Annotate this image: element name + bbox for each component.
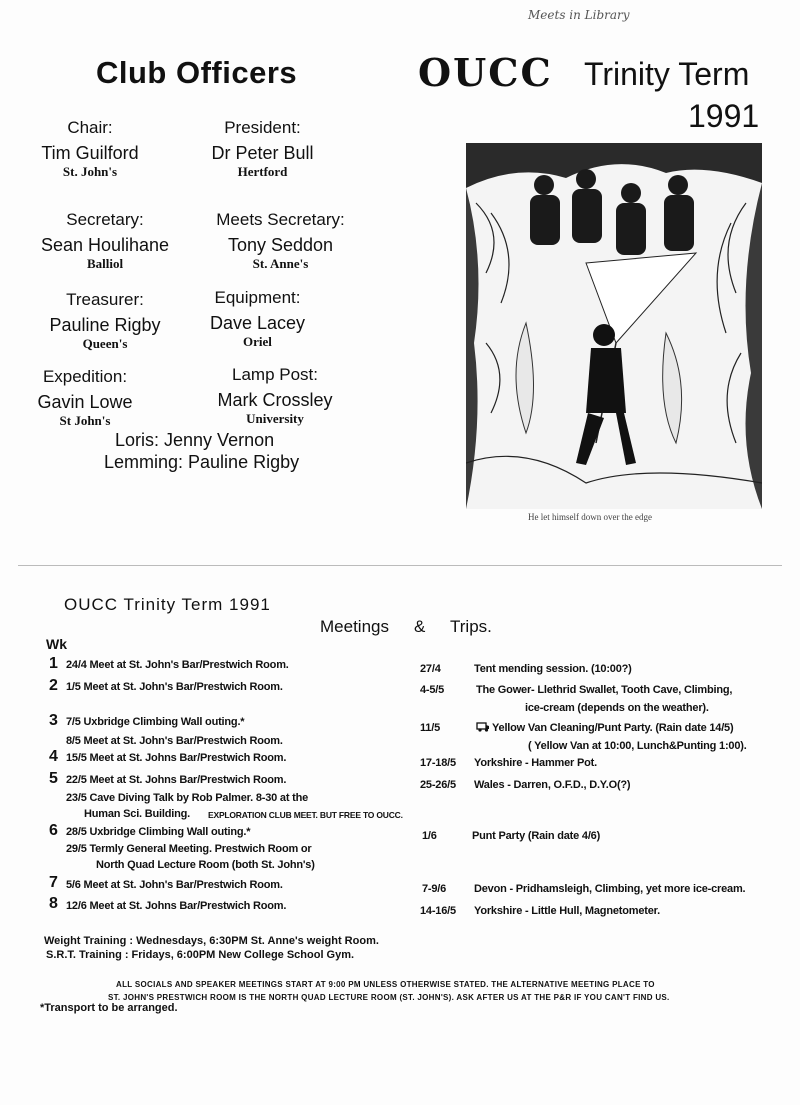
club-officers-title: Club Officers — [96, 55, 298, 90]
officer-college: University — [246, 411, 304, 426]
week-number: 6 — [49, 822, 58, 839]
officer-name: Dave Lacey — [209, 313, 306, 333]
trip-date: 25-26/5 — [420, 779, 456, 791]
van-icon — [476, 721, 490, 732]
officer-name: Pauline Rigby — [49, 315, 161, 335]
meeting-row: 1/5 Meet at St. John's Bar/Prestwich Room. — [66, 681, 283, 693]
term-title: Trinity Term — [584, 56, 750, 92]
officer-name: Gavin Lowe — [37, 392, 133, 412]
week-number: 8 — [49, 895, 58, 912]
week-number: 2 — [49, 677, 58, 694]
meeting-row: North Quad Lecture Room (both St. John's) — [96, 859, 315, 871]
trip-text: Punt Party (Rain date 4/6) — [472, 830, 601, 842]
role-label: Lamp Post: — [232, 365, 318, 384]
officer-treasurer — [30, 290, 180, 352]
role-label: Secretary: — [66, 210, 144, 229]
officer-college: Queen's — [82, 336, 128, 351]
week-number: 4 — [49, 748, 58, 765]
officer-college: St. John's — [62, 164, 118, 179]
notice-line: ST. JOHN'S PRESTWICH ROOM IS THE NORTH QUAD LECTURE ROOM (ST. JOHN'S). ASK AFTER US AT THE P&R IF YOU CAN'T FIND US. — [108, 993, 670, 1002]
week-number: 1 — [49, 655, 58, 672]
meeting-row: 15/5 Meet at St. Johns Bar/Prestwich Room. — [66, 752, 287, 764]
officer-president — [195, 118, 330, 180]
illustration-caption: He let himself down over the edge — [528, 512, 652, 522]
meeting-row: 22/5 Meet at St. Johns Bar/Prestwich Room. — [66, 774, 287, 786]
role-label: Expedition: — [42, 367, 128, 386]
weight-training: Weight Training : Wednesdays, 6:30PM St. Anne's weight Room. — [44, 935, 379, 947]
meeting-row: 23/5 Cave Diving Talk by Rob Palmer. 8-30 at the — [66, 792, 309, 804]
trip-text: Yellow Van Cleaning/Punt Party. (Rain date 14/5) — [492, 722, 734, 734]
meeting-row: 7/5 Uxbridge Climbing Wall outing.* — [66, 716, 245, 728]
meeting-row: 24/4 Meet at St. John's Bar/Prestwich Room. — [66, 659, 289, 671]
trip-text: The Gower- Llethrid Swallet, Tooth Cave, Climbing, — [476, 684, 733, 696]
srt-training: S.R.T. Training : Fridays, 6:00PM New College School Gym. — [46, 949, 355, 961]
trip-date: 17-18/5 — [420, 757, 456, 769]
term-year: 1991 — [688, 98, 760, 134]
officer-meets-secretary — [198, 210, 363, 272]
meeting-row: 8/5 Meet at St. John's Bar/Prestwich Room. — [66, 735, 283, 747]
trip-text: Tent mending session. (10:00?) — [474, 663, 632, 675]
role-label: Meets Secretary: — [216, 210, 345, 229]
officer-college: St John's — [59, 413, 111, 428]
meeting-row: EXPLORATION CLUB MEET. BUT FREE TO OUCC. — [208, 810, 403, 820]
trip-text: Devon - Pridhamsleigh, Climbing, yet more ice-cream. — [474, 883, 746, 895]
officer-lamp-post — [200, 365, 350, 427]
divider — [18, 565, 782, 566]
week-header: Wk — [46, 636, 67, 652]
officer-name: Mark Crossley — [217, 390, 333, 410]
trip-text: ( Yellow Van at 10:00, Lunch&Punting 1:00). — [528, 740, 747, 752]
trip-date: 4-5/5 — [420, 684, 445, 696]
role-label: Equipment: — [214, 288, 301, 307]
trip-text: ice-cream (depends on the weather). — [525, 702, 709, 714]
officer-college: Oriel — [243, 334, 272, 349]
officer-secretary — [30, 210, 180, 272]
trips-header: Trips. — [450, 617, 492, 636]
officer-name: Dr Peter Bull — [211, 143, 314, 163]
officer-chair — [30, 118, 150, 180]
role-label: Chair: — [67, 118, 113, 137]
officer-name: Tony Seddon — [227, 235, 334, 255]
meeting-row: Human Sci. Building. — [84, 808, 191, 820]
officer-expedition — [30, 367, 140, 429]
trip-text: Yorkshire - Little Hull, Magnetometer. — [474, 905, 660, 917]
week-number: 5 — [49, 770, 58, 787]
role-label: Treasurer: — [66, 290, 144, 309]
trip-text: Yorkshire - Hammer Pot. — [474, 757, 597, 769]
week-number: 7 — [49, 874, 58, 891]
handwritten-note: Meets in Library — [528, 8, 630, 22]
trip-text: Wales - Darren, O.F.D., D.Y.O(?) — [474, 779, 631, 791]
caving-illustration — [466, 143, 762, 509]
officer-college: Balliol — [86, 256, 124, 271]
officer-name: Tim Guilford — [41, 143, 139, 163]
trip-date: 14-16/5 — [420, 905, 456, 917]
officer-loris: Loris: Jenny Vernon — [115, 430, 275, 450]
meeting-row: 5/6 Meet at St. John's Bar/Prestwich Room. — [66, 879, 283, 891]
trip-date: 7-9/6 — [422, 883, 447, 895]
schedule-title: OUCC Trinity Term 1991 — [64, 595, 271, 614]
officer-equipment — [195, 288, 320, 350]
trip-date: 11/5 — [420, 722, 441, 734]
meetings-header: Meetings — [320, 617, 389, 636]
oucc-logo: OUCC — [418, 50, 553, 95]
officer-name: Sean Houlihane — [40, 235, 170, 255]
meeting-row: 28/5 Uxbridge Climbing Wall outing.* — [66, 826, 251, 838]
officer-college: St. Anne's — [252, 256, 309, 271]
meeting-row: 29/5 Termly General Meeting. Prestwich Room or — [66, 843, 312, 855]
notice-line: ALL SOCIALS AND SPEAKER MEETINGS START AT 9:00 PM UNLESS OTHERWISE STATED. THE ALTERNATIVE MEETING PLACE TO — [116, 980, 655, 989]
transport-note: *Transport to be arranged. — [40, 1002, 178, 1014]
meeting-row: 12/6 Meet at St. Johns Bar/Prestwich Room. — [66, 900, 287, 912]
officer-college: Hertford — [237, 164, 288, 179]
week-number: 3 — [49, 712, 58, 729]
role-label: President: — [224, 118, 301, 137]
trip-date: 1/6 — [422, 830, 437, 842]
ampersand: & — [414, 617, 426, 636]
officer-lemming: Lemming: Pauline Rigby — [104, 452, 300, 472]
trip-date: 27/4 — [420, 663, 441, 675]
